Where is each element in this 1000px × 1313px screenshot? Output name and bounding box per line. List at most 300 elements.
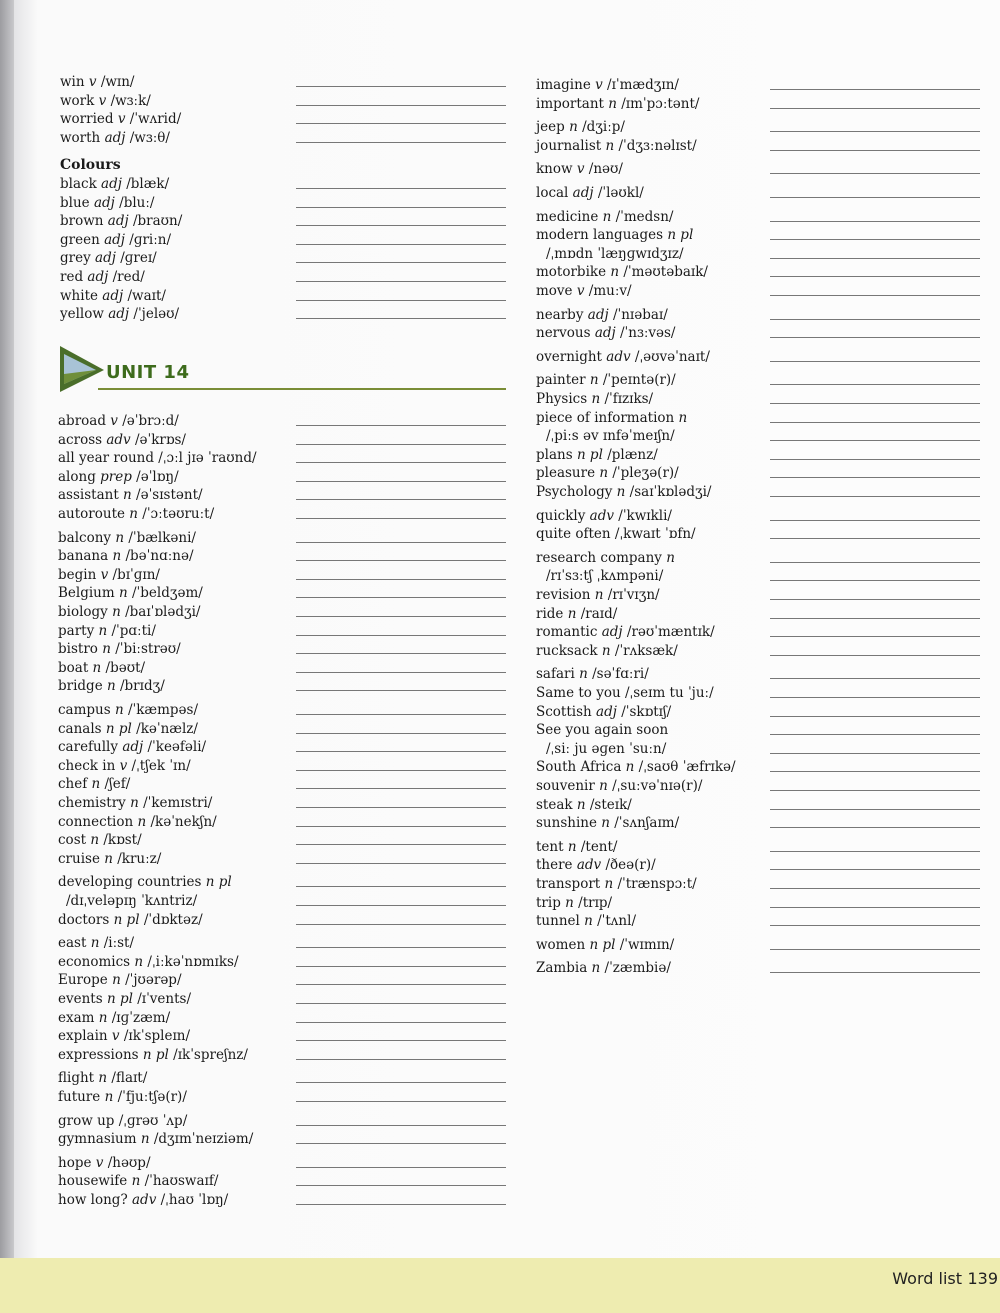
word-entry bbox=[536, 815, 679, 831]
entry-word: abroad bbox=[58, 413, 106, 429]
entry-part-of-speech: v bbox=[576, 161, 585, 178]
word-entry bbox=[60, 269, 145, 285]
entry-word: Europe bbox=[58, 972, 108, 989]
word-entry bbox=[58, 721, 198, 737]
entry-pronunciation: /ˈbeldʒəm/ bbox=[131, 585, 203, 602]
entry-pronunciation: /iːst/ bbox=[103, 935, 135, 952]
entry-word: hope bbox=[58, 1154, 92, 1171]
word-entry bbox=[536, 895, 612, 911]
entry-part-of-speech: adj bbox=[594, 325, 616, 342]
entry-pronunciation: /bəˈnɑːnə/ bbox=[125, 548, 194, 565]
entry-word: rucksack bbox=[536, 642, 598, 659]
entry-part-of-speech: n bbox=[678, 409, 688, 426]
entry-pronunciation: /waɪt/ bbox=[127, 287, 166, 304]
entry-pronunciation: /tent/ bbox=[580, 838, 618, 855]
entry-word: nearby bbox=[536, 306, 584, 323]
writing-line bbox=[296, 318, 506, 319]
word-entry bbox=[60, 288, 166, 304]
entry-pronunciation: /ˈrʌksæk/ bbox=[614, 642, 678, 659]
entry-word: economics bbox=[58, 953, 131, 970]
entry-word: Scottish bbox=[536, 703, 592, 720]
entry-pronunciation: /saɪˈkɒlədʒi/ bbox=[629, 484, 712, 500]
entry-part-of-speech: n bbox=[104, 850, 113, 867]
writing-line bbox=[770, 258, 980, 259]
entry-pronunciation: /ˈfɪzɪks/ bbox=[604, 391, 654, 407]
word-entry bbox=[58, 1089, 187, 1105]
footer-bar bbox=[0, 1258, 1000, 1313]
entry-pronunciation: /ˈjeləʊ/ bbox=[133, 306, 180, 323]
word-entry bbox=[536, 722, 668, 738]
writing-line bbox=[770, 599, 980, 600]
writing-line bbox=[296, 807, 506, 808]
entry-part-of-speech: adv bbox=[576, 857, 602, 874]
entry-pronunciation: /bəʊt/ bbox=[105, 659, 146, 676]
writing-line bbox=[296, 462, 506, 463]
word-entry bbox=[536, 307, 668, 323]
entry-pronunciation: /kɒst/ bbox=[103, 832, 142, 849]
entry-part-of-speech: n bbox=[91, 776, 101, 793]
entry-word: jeep bbox=[536, 119, 565, 136]
writing-line bbox=[770, 276, 980, 277]
entry-part-of-speech: n bbox=[625, 759, 635, 776]
entry-part-of-speech: n pl bbox=[142, 1046, 169, 1063]
entry-word: journalist bbox=[536, 137, 602, 154]
entry-part-of-speech: adv bbox=[589, 507, 614, 524]
entry-word: souvenir bbox=[536, 778, 595, 794]
entry-word: Psychology bbox=[536, 484, 613, 500]
entry-part-of-speech: n bbox=[605, 137, 615, 154]
entry-pronunciation: /braʊn/ bbox=[132, 213, 183, 230]
word-entry bbox=[58, 641, 181, 657]
word-entry bbox=[58, 954, 239, 970]
word-entry bbox=[536, 185, 644, 201]
word-entry bbox=[58, 1028, 190, 1044]
writing-line bbox=[296, 751, 506, 752]
word-entry bbox=[58, 530, 196, 546]
entry-part-of-speech: n bbox=[604, 876, 614, 892]
entry-part-of-speech: v bbox=[119, 757, 128, 774]
word-entry bbox=[60, 213, 182, 229]
entry-pronunciation: /muːv/ bbox=[588, 283, 632, 299]
entry-part-of-speech: adj bbox=[122, 739, 144, 756]
entry-word: nervous bbox=[536, 325, 591, 342]
entry-pronunciation: /ˈwʌrid/ bbox=[129, 111, 182, 128]
word-entry bbox=[58, 1070, 147, 1086]
writing-line bbox=[770, 562, 980, 563]
entry-part-of-speech: n bbox=[90, 832, 100, 849]
writing-line bbox=[770, 361, 980, 362]
entry-word: chef bbox=[58, 776, 88, 793]
word-entry bbox=[58, 604, 200, 620]
writing-line bbox=[770, 678, 980, 679]
word-entry bbox=[58, 450, 257, 466]
entry-word: carefully bbox=[58, 739, 119, 756]
entry-part-of-speech: n bbox=[140, 1131, 150, 1148]
writing-line bbox=[770, 89, 980, 90]
entry-word: bistro bbox=[58, 641, 98, 658]
word-entry bbox=[58, 814, 217, 830]
word-entry bbox=[536, 685, 714, 701]
entry-pronunciation-continued: /ˌpiːs əv ɪnfəˈmeɪʃn/ bbox=[546, 428, 675, 445]
entry-pronunciation: /əˈbrɔːd/ bbox=[122, 413, 179, 429]
word-entry bbox=[536, 937, 674, 953]
entry-word: pleasure bbox=[536, 465, 596, 482]
word-entry bbox=[58, 623, 156, 639]
entry-pronunciation: /ˈfjuːtʃə(r)/ bbox=[117, 1089, 187, 1105]
word-entry bbox=[536, 778, 702, 794]
entry-pronunciation: /blæk/ bbox=[126, 176, 170, 192]
entry-word: campus bbox=[58, 702, 111, 718]
entry-pronunciation: /ˌɔːl jɪə ˈraʊnd/ bbox=[158, 450, 257, 467]
writing-line bbox=[770, 197, 980, 198]
entry-word: sunshine bbox=[536, 815, 597, 832]
writing-line bbox=[770, 716, 980, 717]
entry-part-of-speech: adv bbox=[106, 431, 131, 448]
entry-pronunciation: /ˈnɜːvəs/ bbox=[620, 325, 676, 342]
entry-word: win bbox=[60, 74, 85, 90]
entry-pronunciation: /ˈpeɪntə(r)/ bbox=[602, 372, 676, 389]
entry-word: across bbox=[58, 431, 103, 448]
writing-line bbox=[770, 636, 980, 637]
word-entry bbox=[536, 704, 671, 720]
entry-pronunciation: /ˈsʌnʃaɪm/ bbox=[614, 815, 680, 832]
entry-pronunciation: /rəʊˈmæntɪk/ bbox=[626, 624, 715, 641]
arrow-road-icon bbox=[58, 344, 108, 394]
entry-part-of-speech: n pl bbox=[105, 720, 132, 737]
writing-line bbox=[296, 1040, 506, 1041]
entry-part-of-speech: adv bbox=[606, 348, 631, 365]
word-entry bbox=[536, 264, 708, 280]
entry-pronunciation: /ˈjʊərəp/ bbox=[125, 972, 182, 989]
entry-word: biology bbox=[58, 604, 108, 620]
entry-part-of-speech: n bbox=[584, 913, 593, 930]
entry-part-of-speech: prep bbox=[100, 468, 132, 485]
entry-pronunciation: /ˈwɪmɪn/ bbox=[619, 936, 675, 953]
writing-line bbox=[296, 924, 506, 925]
writing-line bbox=[770, 771, 980, 772]
entry-pronunciation: /ˌkwaɪt ˈɒfn/ bbox=[614, 526, 696, 543]
entry-part-of-speech: n bbox=[137, 813, 147, 830]
entry-word: worth bbox=[60, 129, 101, 146]
entry-pronunciation: /ˈkemɪstri/ bbox=[143, 795, 213, 811]
writing-line bbox=[296, 1003, 506, 1004]
entry-word: safari bbox=[536, 666, 575, 683]
word-entry bbox=[536, 96, 699, 112]
entry-part-of-speech: n bbox=[115, 529, 125, 546]
writing-line bbox=[296, 300, 506, 301]
entry-part-of-speech: n bbox=[92, 659, 102, 676]
entry-part-of-speech: n bbox=[594, 587, 604, 603]
entry-pronunciation-continued: /rɪˈsɜːtʃ ˌkʌmpəni/ bbox=[546, 568, 664, 585]
entry-part-of-speech: n bbox=[129, 506, 138, 522]
entry-word: boat bbox=[58, 659, 89, 676]
entry-part-of-speech: n pl bbox=[576, 446, 603, 463]
entry-part-of-speech: adj bbox=[104, 231, 125, 248]
word-entry bbox=[536, 119, 625, 135]
entry-pronunciation: /ɪˈvents/ bbox=[137, 991, 191, 1007]
word-entry bbox=[536, 913, 636, 929]
entry-part-of-speech: n bbox=[130, 795, 139, 811]
writing-line bbox=[296, 770, 506, 771]
word-entry bbox=[60, 130, 170, 146]
unit-header bbox=[58, 344, 508, 392]
word-entry bbox=[536, 391, 653, 407]
entry-word: chemistry bbox=[58, 795, 126, 811]
writing-line bbox=[770, 173, 980, 174]
writing-line bbox=[296, 826, 506, 827]
writing-line bbox=[296, 123, 506, 124]
word-entry bbox=[58, 469, 179, 485]
writing-line bbox=[296, 984, 506, 985]
writing-line bbox=[770, 538, 980, 539]
writing-line bbox=[770, 949, 980, 950]
entry-pronunciation: /əˈsɪstənt/ bbox=[136, 487, 203, 504]
writing-line bbox=[770, 422, 980, 423]
writing-line bbox=[770, 580, 980, 581]
entry-pronunciation: /baɪˈɒlədʒi/ bbox=[125, 604, 201, 620]
word-entry bbox=[58, 851, 161, 867]
word-entry bbox=[58, 678, 165, 694]
entry-pronunciation: /ˌiːkəˈnɒmɪks/ bbox=[147, 953, 239, 970]
entry-pronunciation: /ˈskɒtɪʃ/ bbox=[621, 703, 672, 720]
entry-pronunciation: /ðeə(r)/ bbox=[605, 857, 656, 874]
entry-part-of-speech: n bbox=[602, 208, 612, 225]
word-entry bbox=[536, 447, 658, 463]
writing-line bbox=[296, 1204, 506, 1205]
entry-word: exam bbox=[58, 1009, 95, 1026]
entry-part-of-speech: v bbox=[88, 74, 97, 90]
entry-part-of-speech: adj bbox=[87, 269, 109, 285]
entry-word: grow up bbox=[58, 1112, 115, 1129]
word-entry bbox=[58, 1113, 187, 1129]
word-entry bbox=[58, 874, 232, 890]
writing-line bbox=[296, 244, 506, 245]
entry-part-of-speech: n pl bbox=[667, 227, 694, 244]
entry-pronunciation: /ˈzæmbiə/ bbox=[604, 960, 671, 977]
entry-pronunciation: /ˈməʊtəbaɪk/ bbox=[623, 264, 708, 281]
entry-part-of-speech: adv bbox=[132, 1192, 157, 1208]
footer-section-label: Word list bbox=[892, 1269, 962, 1288]
writing-line bbox=[296, 690, 506, 691]
entry-pronunciation: /rɪˈvɪʒn/ bbox=[607, 587, 660, 603]
entry-word: along bbox=[58, 468, 96, 485]
writing-line bbox=[770, 108, 980, 109]
writing-line bbox=[296, 733, 506, 734]
word-entry bbox=[58, 1131, 253, 1147]
writing-line bbox=[770, 734, 980, 735]
word-entry bbox=[58, 1047, 248, 1063]
writing-line bbox=[770, 697, 980, 698]
entry-word: canals bbox=[58, 720, 102, 737]
entry-pronunciation: /ˌɡrəʊ ˈʌp/ bbox=[118, 1112, 188, 1129]
entry-part-of-speech: n bbox=[112, 972, 121, 989]
entry-part-of-speech: adj bbox=[93, 194, 115, 211]
entry-part-of-speech: n bbox=[601, 815, 610, 832]
word-entry bbox=[58, 1010, 170, 1026]
writing-line bbox=[770, 403, 980, 404]
writing-line bbox=[770, 337, 980, 338]
entry-pronunciation: /ˈkwɪkli/ bbox=[618, 507, 672, 524]
writing-line bbox=[770, 319, 980, 320]
writing-line bbox=[296, 499, 506, 500]
entry-part-of-speech: n pl bbox=[106, 991, 133, 1007]
entry-pronunciation: /əˈkrɒs/ bbox=[134, 431, 186, 448]
writing-line bbox=[296, 1082, 506, 1083]
entry-part-of-speech: n bbox=[666, 549, 675, 566]
entry-pronunciation: /ˈpleʒə(r)/ bbox=[612, 465, 679, 482]
entry-part-of-speech: v bbox=[117, 111, 126, 128]
writing-line bbox=[296, 947, 506, 948]
writing-line bbox=[296, 481, 506, 482]
entry-part-of-speech: adj bbox=[102, 287, 124, 304]
entry-word: painter bbox=[536, 372, 586, 389]
word-entry bbox=[536, 876, 697, 892]
entry-word: steak bbox=[536, 796, 573, 813]
word-entry bbox=[536, 624, 715, 640]
entry-pronunciation: /ɪkˈspleɪn/ bbox=[123, 1028, 191, 1045]
writing-line bbox=[296, 635, 506, 636]
writing-line bbox=[770, 851, 980, 852]
entry-part-of-speech: adj bbox=[108, 306, 130, 323]
entry-word: modern languages bbox=[536, 227, 664, 244]
entry-word: connection bbox=[58, 813, 134, 830]
word-entry bbox=[536, 797, 632, 813]
writing-line bbox=[296, 142, 506, 143]
entry-word: South Africa bbox=[536, 759, 622, 776]
word-entry bbox=[58, 585, 203, 601]
entry-word: gymnasium bbox=[58, 1131, 137, 1148]
entry-part-of-speech: n bbox=[601, 642, 611, 659]
writing-line bbox=[296, 444, 506, 445]
writing-line bbox=[770, 618, 980, 619]
entry-word: future bbox=[58, 1089, 101, 1105]
word-entry bbox=[60, 232, 171, 248]
entry-word: cruise bbox=[58, 850, 100, 867]
word-entry bbox=[536, 606, 617, 622]
word-entry bbox=[58, 660, 145, 676]
entry-part-of-speech: n bbox=[579, 666, 588, 683]
entry-part-of-speech: adj bbox=[101, 176, 122, 192]
entry-pronunciation: /ˌhaʊ ˈlɒŋ/ bbox=[160, 1192, 229, 1208]
entry-part-of-speech: n bbox=[102, 641, 111, 658]
word-entry bbox=[536, 325, 675, 341]
writing-line bbox=[770, 753, 980, 754]
entry-pronunciation-continued: /dɪˌveləpɪŋ ˈkʌntriz/ bbox=[66, 893, 198, 909]
entry-word: women bbox=[536, 936, 586, 953]
entry-pronunciation: /ɡriːn/ bbox=[129, 231, 172, 248]
entry-part-of-speech: n bbox=[114, 702, 124, 718]
entry-word: romantic bbox=[536, 624, 598, 641]
entry-pronunciation: /ˈbiːstrəʊ/ bbox=[115, 641, 181, 658]
writing-line bbox=[296, 905, 506, 906]
entry-word: developing countries bbox=[58, 874, 202, 891]
entry-pronunciation: /kəˈnælz/ bbox=[136, 720, 198, 737]
entry-part-of-speech: n bbox=[608, 95, 617, 112]
entry-word: party bbox=[58, 622, 95, 639]
entry-part-of-speech: v bbox=[595, 77, 603, 93]
word-entry bbox=[58, 776, 130, 792]
entry-word: cost bbox=[58, 832, 87, 849]
entry-part-of-speech: n bbox=[569, 119, 578, 136]
word-entry bbox=[536, 839, 617, 855]
entry-word: know bbox=[536, 161, 573, 178]
entry-part-of-speech: v bbox=[98, 92, 107, 109]
word-entry bbox=[58, 487, 203, 503]
writing-line bbox=[770, 459, 980, 460]
page-number: 139 bbox=[967, 1269, 998, 1288]
entry-pronunciation: /raɪd/ bbox=[580, 605, 618, 622]
word-entry bbox=[58, 739, 206, 755]
writing-line bbox=[770, 384, 980, 385]
entry-part-of-speech: n bbox=[112, 604, 121, 620]
word-entry bbox=[60, 111, 181, 127]
entry-pronunciation: /bluː/ bbox=[119, 194, 155, 211]
entry-pronunciation: /ˌsuːvəˈnɪə(r)/ bbox=[612, 778, 703, 794]
writing-line bbox=[770, 655, 980, 656]
entry-part-of-speech: n bbox=[565, 894, 574, 911]
book-spine bbox=[0, 0, 14, 1313]
entry-pronunciation: /ˈdɒktəz/ bbox=[143, 911, 203, 928]
writing-line bbox=[296, 886, 506, 887]
writing-line bbox=[770, 869, 980, 870]
entry-part-of-speech: n bbox=[98, 1009, 108, 1026]
writing-line bbox=[296, 616, 506, 617]
writing-line bbox=[296, 863, 506, 864]
entry-pronunciation: /ˌsaʊθ ˈæfrɪkə/ bbox=[638, 759, 736, 776]
word-entry bbox=[536, 508, 672, 524]
writing-line bbox=[296, 1101, 506, 1102]
writing-line bbox=[296, 672, 506, 673]
entry-part-of-speech: n bbox=[98, 1070, 108, 1087]
word-entry bbox=[536, 283, 632, 299]
entry-pronunciation: /ˈdʒɜːnəlɪst/ bbox=[618, 137, 697, 154]
entry-part-of-speech: adj bbox=[572, 185, 594, 201]
word-entry bbox=[60, 195, 154, 211]
entry-word: work bbox=[60, 92, 95, 109]
word-entry bbox=[536, 465, 679, 481]
entry-word: medicine bbox=[536, 208, 599, 225]
word-entry bbox=[536, 372, 676, 388]
word-entry bbox=[58, 912, 203, 928]
word-entry bbox=[536, 77, 679, 93]
writing-line bbox=[770, 520, 980, 521]
writing-line bbox=[296, 262, 506, 263]
word-entry bbox=[58, 758, 191, 774]
entry-pronunciation: /ˈmedsn/ bbox=[615, 208, 674, 225]
entry-word: expressions bbox=[58, 1046, 139, 1063]
entry-part-of-speech: n bbox=[567, 605, 577, 622]
writing-line bbox=[296, 560, 506, 561]
word-entry bbox=[58, 702, 198, 718]
word-entry bbox=[536, 550, 675, 566]
entry-pronunciation: /kəˈnekʃn/ bbox=[150, 813, 217, 830]
word-entry bbox=[536, 349, 710, 365]
writing-line bbox=[296, 1022, 506, 1023]
entry-word: See you again soon bbox=[536, 722, 669, 739]
entry-part-of-speech: n bbox=[591, 391, 601, 407]
entry-pronunciation: /wɜːk/ bbox=[110, 92, 151, 109]
word-entry bbox=[58, 432, 186, 448]
word-entry bbox=[536, 161, 623, 177]
writing-line bbox=[296, 281, 506, 282]
entry-word: autoroute bbox=[58, 506, 125, 522]
word-entry bbox=[536, 857, 656, 873]
writing-line bbox=[770, 827, 980, 828]
entry-word: ride bbox=[536, 605, 564, 622]
entry-pronunciation: /həʊp/ bbox=[107, 1154, 151, 1171]
entry-pronunciation: /dʒiːp/ bbox=[582, 119, 625, 136]
colours-heading: Colours bbox=[60, 157, 121, 173]
